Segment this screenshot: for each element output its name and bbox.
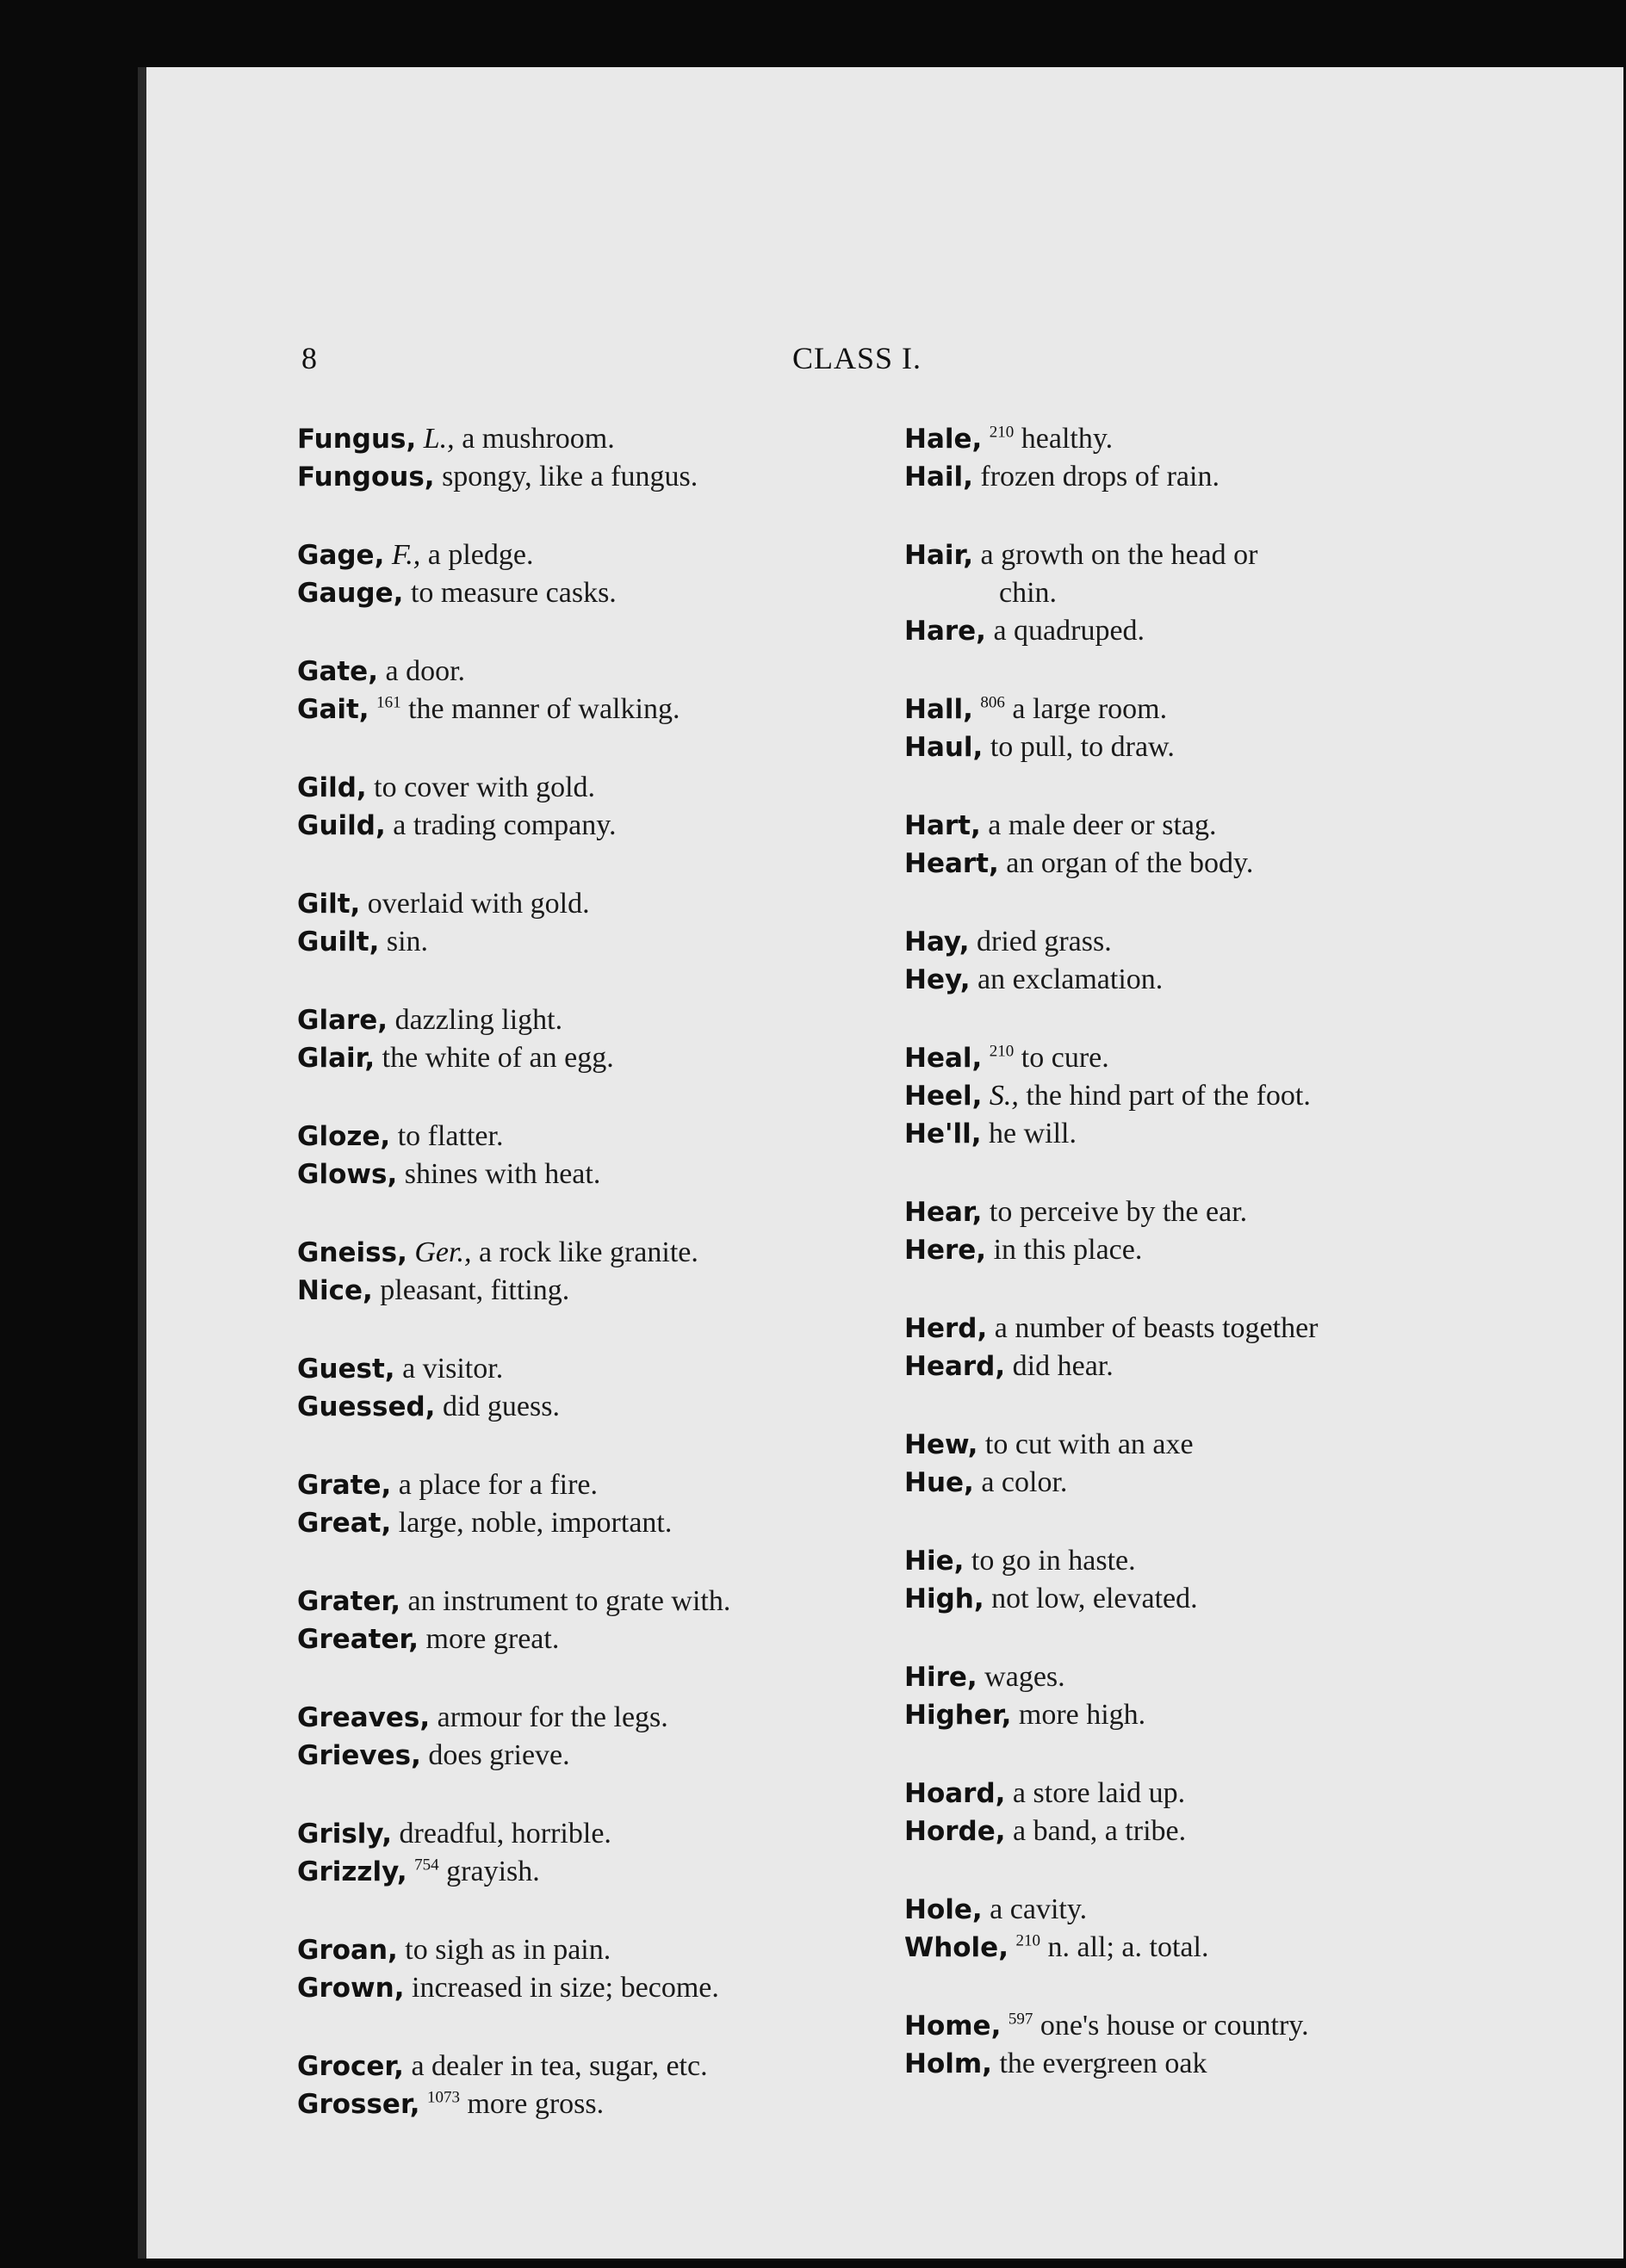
entry-group (904, 1039, 1576, 1153)
headword: Hail, (904, 462, 973, 493)
headword: Higher, (904, 1700, 1012, 1731)
definition: an exclamation. (977, 964, 1164, 995)
definition: not low, elevated. (991, 1583, 1198, 1614)
entry-group (297, 1931, 917, 2007)
reference-number: 754 (414, 1856, 439, 1875)
dictionary-entry (297, 1156, 917, 1193)
definition: armour for the legs. (437, 1701, 668, 1733)
entry-group (904, 1193, 1576, 1269)
headword: Horde, (904, 1816, 1006, 1847)
entry-group (297, 1815, 917, 1891)
dictionary-entry (904, 2007, 1576, 2045)
headword: Hoard, (904, 1778, 1006, 1809)
entry-group (297, 420, 917, 496)
dictionary-entry (297, 1737, 917, 1775)
headword: Gait, (297, 694, 369, 725)
headword: Gilt, (297, 889, 361, 920)
entry-group (297, 1583, 917, 1658)
dictionary-entry (297, 1583, 917, 1620)
definition: grayish. (446, 1856, 540, 1887)
definition: spongy, like a fungus. (442, 461, 698, 493)
entry-group (297, 2048, 917, 2123)
definition: an organ of the body. (1006, 847, 1254, 879)
definition-continuation (904, 574, 1576, 612)
definition: more great. (425, 1623, 560, 1655)
reference-number: 806 (980, 693, 1005, 712)
definition: a cavity. (990, 1893, 1088, 1925)
dictionary-entry (297, 1815, 917, 1853)
definition: a dealer in tea, sugar, etc. (411, 2050, 708, 2082)
definition: a male deer or stag. (988, 809, 1217, 841)
dictionary-entry (297, 1388, 917, 1426)
definition: does grieve. (428, 1739, 570, 1771)
definition: the white of an egg. (382, 1042, 614, 1074)
definition: more gross. (467, 2088, 605, 2120)
headword: Heard, (904, 1351, 1006, 1382)
headword: Hue, (904, 1467, 974, 1498)
headword: Hare, (904, 616, 986, 647)
definition: dazzling light. (394, 1004, 563, 1036)
headword: Greaves, (297, 1702, 431, 1733)
dictionary-entry (297, 1931, 917, 1969)
entry-group (297, 653, 917, 728)
dictionary-entry (904, 1426, 1576, 1464)
definition: large, noble, important. (398, 1507, 673, 1539)
dictionary-entry (297, 1620, 917, 1658)
headword: Grate, (297, 1470, 392, 1501)
definition: did hear. (1012, 1350, 1114, 1382)
definition: frozen drops of rain. (980, 461, 1220, 493)
dictionary-entry (904, 458, 1576, 496)
dictionary-entry (297, 1504, 917, 1542)
definition: a store laid up. (1012, 1777, 1186, 1809)
dictionary-entry (904, 1542, 1576, 1580)
dictionary-entry (904, 612, 1576, 650)
headword: Grisly, (297, 1819, 393, 1850)
definition: more high. (1018, 1699, 1146, 1731)
entry-group (904, 1891, 1576, 1967)
dictionary-entry (297, 420, 917, 458)
headword: Grater, (297, 1586, 401, 1617)
dictionary-entry (297, 1001, 917, 1039)
dictionary-entry (297, 769, 917, 807)
entry-group (904, 807, 1576, 883)
definition: to pull, to draw. (990, 731, 1175, 763)
dictionary-entry (904, 1696, 1576, 1734)
dictionary-entry (904, 807, 1576, 845)
reference-number: 210 (1015, 1931, 1040, 1950)
headword: Gneiss, (297, 1237, 407, 1268)
entry-group (297, 1234, 917, 1310)
headword: Grizzly, (297, 1856, 407, 1887)
headword: Here, (904, 1235, 987, 1266)
definition: a growth on the head or (980, 539, 1258, 571)
dictionary-entry (297, 1118, 917, 1156)
dictionary-entry (904, 420, 1576, 458)
definition: a door. (385, 655, 466, 687)
headword: Guest, (297, 1354, 395, 1385)
headword: Fungus, (297, 424, 417, 455)
definition: one's house or country. (1040, 2010, 1309, 2042)
dictionary-entry (297, 923, 917, 961)
headword: Fungous, (297, 462, 435, 493)
entry-group (904, 691, 1576, 766)
headword: Nice, (297, 1275, 373, 1306)
definition: to cover with gold. (374, 771, 596, 803)
entry-group (904, 1775, 1576, 1850)
headword: Holm, (904, 2048, 992, 2079)
definition: n. all; a. total. (1047, 1931, 1209, 1963)
headword: Greater, (297, 1624, 419, 1655)
definition: healthy. (1021, 423, 1114, 455)
headword: Gloze, (297, 1121, 391, 1152)
headword: Guessed, (297, 1391, 436, 1422)
definition: a band, a tribe. (1013, 1815, 1187, 1847)
definition: dried grass. (977, 926, 1112, 957)
dictionary-entry (297, 1350, 917, 1388)
dictionary-entry (297, 1272, 917, 1310)
entry-group (297, 1350, 917, 1426)
reference-number: 597 (1008, 2010, 1033, 2029)
dictionary-entry (297, 653, 917, 691)
headword: Great, (297, 1508, 392, 1539)
headword: High, (904, 1583, 984, 1614)
headword: Heal, (904, 1043, 983, 1074)
headword: Haul, (904, 732, 984, 763)
reference-number: 210 (989, 1042, 1015, 1061)
dictionary-entry (904, 1813, 1576, 1850)
headword: Hie, (904, 1546, 965, 1577)
dictionary-entry (904, 1775, 1576, 1813)
headword: Home, (904, 2011, 1002, 2042)
definition: the hind part of the foot. (1026, 1080, 1311, 1112)
dictionary-entry (297, 691, 917, 728)
entry-group (904, 923, 1576, 999)
entry-group (904, 420, 1576, 496)
dictionary-entry (904, 536, 1576, 574)
entry-group (297, 1699, 917, 1775)
dictionary-entry (297, 1234, 917, 1272)
entry-group (297, 1466, 917, 1542)
definition: to perceive by the ear. (989, 1196, 1248, 1228)
dictionary-entry (904, 1077, 1576, 1115)
entry-group (297, 1118, 917, 1193)
definition: chin. (999, 577, 1058, 609)
definition: wages. (984, 1661, 1065, 1693)
definition: dreadful, horrible. (399, 1818, 611, 1850)
language-abbreviation: S., (989, 1080, 1019, 1112)
definition: to cure. (1021, 1042, 1109, 1074)
definition: pleasant, fitting. (380, 1274, 570, 1306)
definition: a trading company. (393, 809, 617, 841)
entry-group (297, 885, 917, 961)
reference-number: 210 (989, 423, 1015, 442)
definition: to measure casks. (410, 577, 617, 609)
definition: a place for a fire. (398, 1469, 599, 1501)
headword: Hay, (904, 926, 970, 957)
dictionary-entry (297, 885, 917, 923)
language-abbreviation: Ger., (414, 1236, 472, 1268)
dictionary-entry (904, 845, 1576, 883)
headword: Heart, (904, 848, 999, 879)
headword: He'll, (904, 1119, 982, 1149)
dictionary-entry (297, 458, 917, 496)
definition: a pledge. (427, 539, 534, 571)
headword: Grieves, (297, 1740, 421, 1771)
dictionary-entry (297, 1699, 917, 1737)
page-header (146, 261, 1623, 375)
headword: Grosser, (297, 2089, 420, 2120)
headword: Hale, (904, 424, 983, 455)
definition: did guess. (442, 1391, 560, 1422)
entry-group (297, 536, 917, 612)
dictionary-entry (297, 1039, 917, 1077)
dictionary-entry (297, 807, 917, 845)
definition: he will. (989, 1118, 1077, 1149)
headword: Hey, (904, 964, 971, 995)
dictionary-entry (904, 1115, 1576, 1153)
entry-group (904, 1310, 1576, 1385)
entry-group (297, 769, 917, 845)
definition: to sigh as in pain. (405, 1934, 611, 1966)
dictionary-entry (297, 1853, 917, 1891)
dictionary-entry (904, 1231, 1576, 1269)
reference-number: 161 (376, 693, 401, 712)
dictionary-entry (297, 1466, 917, 1504)
dictionary-entry (904, 1193, 1576, 1231)
dictionary-entry (904, 1891, 1576, 1929)
headword: Hew, (904, 1429, 978, 1460)
definition: in this place. (993, 1234, 1143, 1266)
reference-number: 1073 (426, 2088, 460, 2107)
dictionary-entry (904, 1929, 1576, 1967)
entry-group (904, 536, 1576, 650)
page-number: 8 (301, 341, 317, 375)
left-column (297, 420, 917, 2164)
dictionary-entry (904, 1658, 1576, 1696)
headword: Hart, (904, 810, 981, 841)
definition: sin. (386, 926, 429, 957)
definition: to cut with an axe (984, 1428, 1194, 1460)
entry-group (297, 1001, 917, 1077)
headword: Hair, (904, 540, 973, 571)
headword: Grocer, (297, 2051, 404, 2082)
headword: Guilt, (297, 926, 380, 957)
entry-group (904, 1658, 1576, 1734)
definition: a rock like granite. (478, 1236, 698, 1268)
headword: Gage, (297, 540, 385, 571)
entry-group (904, 1426, 1576, 1502)
headword: Hall, (904, 694, 973, 725)
language-abbreviation: F., (391, 539, 421, 571)
headword: Glair, (297, 1043, 375, 1074)
dictionary-entry (297, 536, 917, 574)
dictionary-entry (904, 1310, 1576, 1348)
right-column (904, 420, 1576, 2123)
dictionary-entry (904, 923, 1576, 961)
book-page (138, 67, 1623, 2259)
dictionary-entry (904, 961, 1576, 999)
dictionary-entry (297, 574, 917, 612)
headword: Whole, (904, 1932, 1008, 1963)
dictionary-entry (904, 1464, 1576, 1502)
dictionary-entry (904, 2045, 1576, 2083)
definition: a color. (981, 1466, 1068, 1498)
definition: to go in haste. (971, 1545, 1136, 1577)
entry-group (904, 1542, 1576, 1618)
headword: Hole, (904, 1894, 983, 1925)
language-abbreviation: L., (423, 423, 455, 455)
headword: Glows, (297, 1159, 398, 1190)
dictionary-entry (297, 2048, 917, 2085)
definition: a quadruped. (993, 615, 1145, 647)
dictionary-entry (904, 1580, 1576, 1618)
definition: a large room. (1012, 693, 1168, 725)
definition: shines with heat. (404, 1158, 601, 1190)
headword: Groan, (297, 1935, 398, 1966)
headword: Grown, (297, 1973, 405, 2004)
definition: the evergreen oak (999, 2048, 1207, 2079)
headword: Herd, (904, 1313, 988, 1344)
dictionary-entry (904, 1348, 1576, 1385)
dictionary-entry (297, 1969, 917, 2007)
definition: a mushroom. (462, 423, 615, 455)
headword: Hear, (904, 1197, 983, 1228)
definition: to flatter. (397, 1120, 504, 1152)
headword: Gild, (297, 772, 367, 803)
entry-group (904, 2007, 1576, 2083)
headword: Hire, (904, 1662, 977, 1693)
headword: Gauge, (297, 578, 404, 609)
dictionary-entry (297, 2085, 917, 2123)
headword: Heel, (904, 1081, 983, 1112)
dictionary-entry (904, 1039, 1576, 1077)
definition: a visitor. (402, 1353, 504, 1385)
definition: the manner of walking. (408, 693, 680, 725)
definition: increased in size; become. (412, 1972, 719, 2004)
dictionary-entry (904, 728, 1576, 766)
dictionary-entry (904, 691, 1576, 728)
headword: Guild, (297, 810, 386, 841)
headword: Gate, (297, 656, 378, 687)
definition: a number of beasts together (994, 1312, 1319, 1344)
definition: an instrument to grate with. (407, 1585, 731, 1617)
definition: overlaid with gold. (367, 888, 590, 920)
running-title: CLASS I. (792, 341, 922, 375)
headword: Glare, (297, 1005, 388, 1036)
